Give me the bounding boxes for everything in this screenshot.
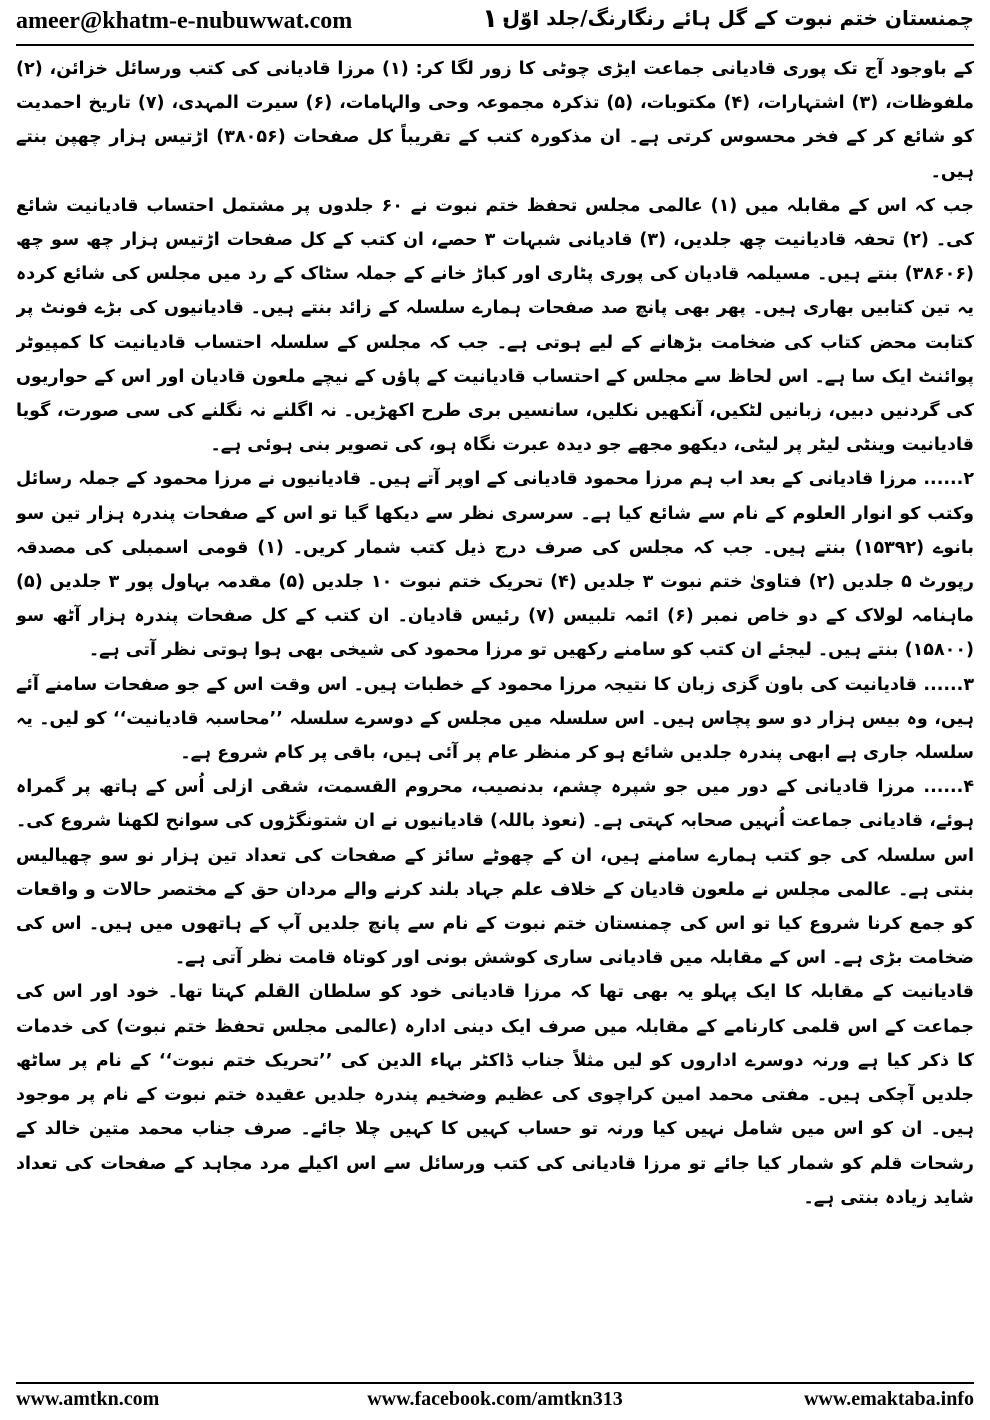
- paragraph-conclusion: قادیانیت کے مقابلہ کا ایک پہلو یہ بھی تھا کہ مرزا قادیانی خود کو سلطان القلم کہتا تھا۔ خود اور اس کی جماعت کے اس قلمی کارنامے کے مقابلہ میں صرف ایک دینی ادارہ (عالمی مجلس تحفظ ختم نبوت) کی خدمات کا ذکر کیا ہے ورنہ دوسرے اداروں کو لیں مثلاً جناب ڈاکٹر بہاء الدین کی ’’تحریک ختم نبوت‘‘ کے نام پر ساٹھ جلدیں آچکی ہیں۔ مفتی محمد امین کراچوی کی عظیم وضخیم پندرہ جلدیں عقیدہ ختم نبوت کے نام پر موجود ہیں۔ ان کو اس میں شامل نہیں کیا ورنہ تو حساب کہیں کا کہیں چلا جائے۔ صرف جناب محمد متین خالد کے رشحات قلم کو شمار کیا جائے تو مرزا قادیانی کی کتب ورسائل سے اس اکیلے مرد مجاہد کے صفحات کی تعداد شاید زیادہ بنتی ہے۔: [16, 982, 974, 1208]
- footer-divider: [16, 1382, 974, 1384]
- footer-link-emaktaba[interactable]: www.emaktaba.info: [803, 1388, 974, 1410]
- paragraph-comparison: جب کہ اس کے مقابلہ میں (۱) عالمی مجلس تحفظ ختم نبوت نے ۶۰ جلدوں پر مشتمل احتساب قادیانیت شائع کی۔ (۲) تحفہ قادیانیت چھ جلدیں، (۳) قادیانی شبہات ۳ حصے، ان کتب کے کل صفحات اڑتیس ہزار چھ سو چھ (۳۸۶۰۶) بنتے ہیں۔ مسیلمہ قادیان کی پوری پٹاری اور کباڑ خانے کے جملہ سٹاک کے رد میں مجلس کی شائع کردہ یہ تین کتابیں بھاری ہیں۔ پھر بھی پانچ صد صفحات ہمارے سلسلہ کے زائد بنتے ہیں۔ قادیانیوں کی بڑے فونٹ پر کتابت محض کتاب کی ضخامت بڑھانے کے لیے ہوتی ہے۔ جب کہ مجلس کے سلسلہ احتساب قادیانیت کا کمپیوٹر پوائنٹ ایک سا ہے۔ اس لحاظ سے مجلس کے احتساب قادیانیت کے پاؤں کے نیچے ملعون قادیان اور اس کے حواریوں کی گردنیں دبیں، زبانیں لٹکیں، آنکھیں نکلیں، سانسیں بری طرح اکھڑیں۔ نہ اگلنے نہ نگلنے کی سی صورت، گویا قادیانیت وینٹی لیٹر پر لیٹی، دیکھو مجھے جو دیدہ عبرت نگاہ ہو، کی تصویر بنی ہوئی ہے۔: [16, 195, 974, 456]
- footer-link-amtkn[interactable]: www.amtkn.com: [16, 1388, 160, 1410]
- page-body: [16, 52, 974, 1378]
- page-number: ۱۰: [482, 4, 514, 34]
- paragraph-item-4: ۴...... مرزا قادیانی کے دور میں جو شپرہ چشم، بدنصیب، محروم القسمت، شقی ازلی اُس کے ہاتھ پر گمراہ ہوئے، قادیانی جماعت اُنہیں صحابہ کہتی ہے۔ (نعوذ باللہ) قادیانیوں نے ان شتونگڑوں کی سوانح لکھنا شروع کی۔ اس سلسلہ کی جو کتب ہمارے سامنے ہیں، ان کے چھوٹے سائز کے صفحات کی تعداد تین ہزار نو سو چھیالیس بنتی ہے۔ عالمی مجلس نے ملعون قادیان کے خلاف علم جہاد بلند کرنے والے مردان حق کے مختصر حالات و واقعات کو جمع کرنا شروع کیا تو اس کی چمنستان ختم نبوت کے نام سے پانچ جلدیں آپ کے ہاتھوں میں ہیں۔ اس کی ضخامت بڑی ہے۔ اس کے مقابلہ میں قادیانی ساری کوشش بونی اور کوتاہ قامت نظر آتی ہے۔: [16, 777, 974, 969]
- paragraph-intro: کے باوجود آج تک پوری قادیانی جماعت ایڑی چوٹی کا زور لگا کر: (۱) مرزا قادیانی کی کتب ورسائل خزائن، (۲) ملفوظات، (۳) اشتہارات، (۴) مکتوبات، (۵) تذکرہ مجموعہ وحی والہامات، (۶) سیرت المہدی، (۷) تاریخ احمدیت کو شائع کر کے فخر محسوس کرتی ہے۔ ان مذکورہ کتب کے تقریباً کل صفحات (۳۸۰۵۶) اڑتیس ہزار چھپن بنتے ہیں۔: [16, 59, 974, 182]
- paragraph-item-3: ۳...... قادیانیت کی باون گزی زبان کا نتیجہ مرزا محمود کے خطبات ہیں۔ اس وقت اس کے جو صفحات سامنے آئے ہیں، وہ بیس ہزار دو سو پچاس ہیں۔ اس سلسلہ میں مجلس کے دوسرے سلسلہ ’’محاسبہ قادیانیت‘‘ کو لیں۔ یہ سلسلہ جاری ہے ابھی پندرہ جلدیں شائع ہو کر منظر عام پر آئی ہیں، باقی پر کام شروع ہے۔: [16, 674, 974, 764]
- book-title: چمنستان ختم نبوت کے گل ہائے رنگارنگ/جلد اوّل: [502, 6, 974, 30]
- footer-link-facebook[interactable]: www.facebook.com/amtkn313: [367, 1388, 623, 1410]
- paragraph-item-2: ۲...... مرزا قادیانی کے بعد اب ہم مرزا محمود قادیانی کے اوپر آتے ہیں۔ قادیانیوں نے مرزا محمود کے جملہ رسائل وکتب کو انوار العلوم کے نام سے شائع کیا ہے۔ سرسری نظر سے دیکھا گیا تو اس کے صفحات پندرہ ہزار تین سو بانوے (۱۵۳۹۲) بنتے ہیں۔ جب کہ مجلس کی صرف درج ذیل کتب شمار کریں۔ (۱) قومی اسمبلی کی مصدقہ رپورٹ ۵ جلدیں (۲) فتاویٰ ختم نبوت ۳ جلدیں (۴) تحریک ختم نبوت ۱۰ جلدیں (۵) مقدمہ بہاول پور ۳ جلدیں (۵) ماہنامہ لولاک کے دو خاص نمبر (۶) ائمہ تلبیس (۷) رئیس قادیان۔ ان کتب کے کل صفحات پندرہ ہزار آٹھ سو (۱۵۸۰۰) بنتے ہیں۔ لیجئے ان کتب کو سامنے رکھیں تو مرزا محمود کی شیخی بھی ہوا ہوتی نظر آتی ہے۔: [16, 469, 974, 661]
- page-header: [0, 0, 990, 44]
- header-divider: [16, 44, 974, 46]
- header-email[interactable]: ameer@khatm-e-nubuwwat.com: [16, 8, 353, 34]
- page-footer: [0, 1386, 990, 1416]
